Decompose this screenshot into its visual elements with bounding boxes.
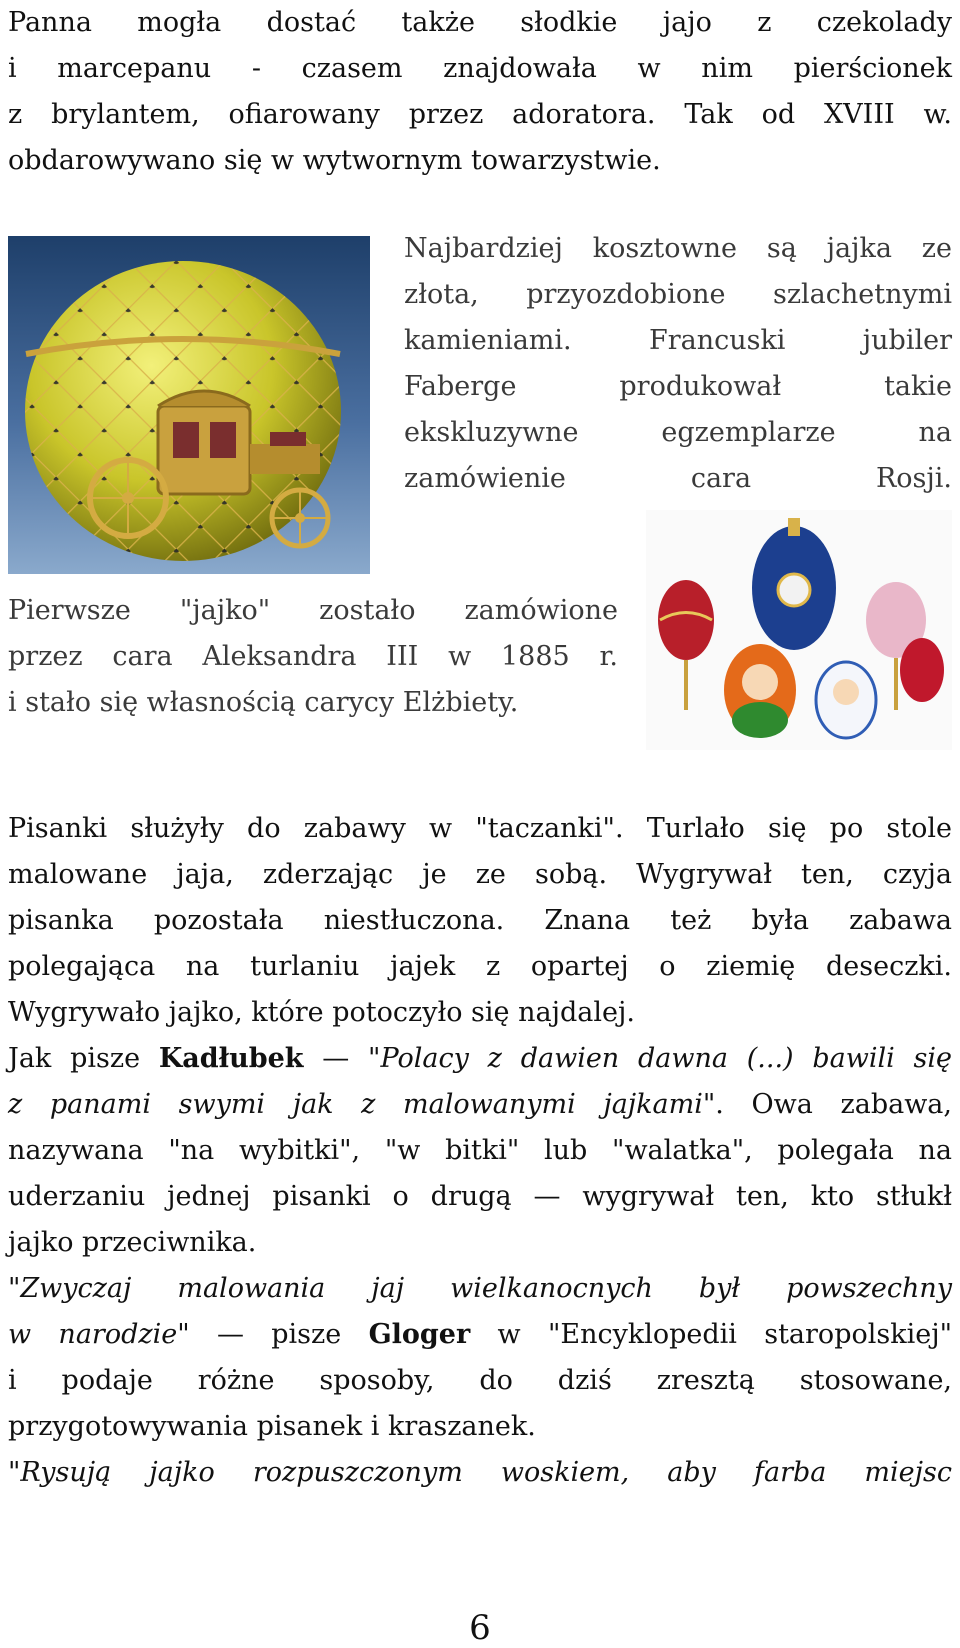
quote-kadlubek-end: z panami swymi jak z malowanymi jajkami" [8, 1089, 716, 1120]
text-line: Wygrywało jajko, które potoczyło się najdalej. [8, 997, 635, 1028]
text-run: Jak pisze [8, 1043, 159, 1074]
text-line: i podaje różne sposoby, do dziś zresztą stosowane, [8, 1365, 952, 1396]
text-line: przygotowywania pisanek i kraszanek. [8, 1411, 536, 1442]
paragraph-first-egg [8, 588, 618, 726]
text-line: i stało się własnością carycy Elżbiety. [8, 687, 519, 718]
faberge-coronation-egg-image [8, 236, 370, 574]
author-name-gloger: Gloger [368, 1319, 471, 1350]
text-line [8, 1082, 952, 1128]
paragraph-egg-games [8, 806, 952, 1496]
text-line: Pierwsze "jajko" zostało zamówione [8, 595, 618, 626]
text-line: polegająca na turlaniu jajek z opartej o ziemię deseczki. [8, 951, 952, 982]
text-line: pisanka pozostała niestłuczona. Znana też była zabawa [8, 905, 952, 936]
text-line-kadlubek [8, 1036, 952, 1082]
text-line: kamieniami. Francuski jubiler [404, 325, 952, 356]
text-line: Pisanki służyły do zabawy w "taczanki". Turlało się po stole [8, 813, 952, 844]
text-line: przez cara Aleksandra III w 1885 r. [8, 641, 618, 672]
eggs-collection-illustration [646, 510, 952, 750]
quote-wax: "Rysują jajko rozpuszczonym woskiem, aby farba miejsc [8, 1457, 952, 1488]
text-line: obdarowywano się w wytwornym towarzystwie. [8, 145, 661, 176]
text-run: . Owa zabawa, [715, 1089, 952, 1120]
paragraph-faberge [404, 226, 952, 502]
text-line: Panna mogła dostać także słodkie jajo z czekolady [8, 7, 952, 38]
text-run: w "Encyklopedii staropolskiej" [470, 1319, 952, 1350]
text-line: z brylantem, ofiarowany przez adoratora. Tak od XVIII w. [8, 99, 952, 130]
text-line: uderzaniu jednej pisanki o drugą — wygrywał ten, kto stłukł [8, 1181, 952, 1212]
quote-gloger-end: w narodzie" [8, 1319, 190, 1350]
quote-gloger: "Zwyczaj malowania jaj wielkanocnych był powszechny [8, 1273, 952, 1304]
text-line: i marcepanu - czasem znajdowała w nim pierścionek [8, 53, 952, 84]
text-line: nazywana "na wybitki", "w bitki" lub "walatka", polegała na [8, 1135, 952, 1166]
text-line-gloger [8, 1312, 952, 1358]
text-line: ekskluzywne egzemplarze na [404, 417, 952, 448]
text-run: — [303, 1043, 369, 1074]
text-line: Faberge produkował takie [404, 371, 952, 402]
quote-kadlubek: "Polacy z dawien dawna (...) bawili się [368, 1043, 952, 1074]
text-line: malowane jaja, zderzając je ze sobą. Wygrywał ten, czyja [8, 859, 952, 890]
paragraph-chocolate-egg [8, 0, 952, 184]
text-line: zamówienie cara Rosji. [404, 463, 952, 494]
faberge-egg-illustration [8, 236, 370, 574]
text-line: jajko przeciwnika. [8, 1227, 257, 1258]
text-line: złota, przyozdobione szlachetnymi [404, 279, 952, 310]
author-name-kadlubek: Kadłubek [158, 1043, 304, 1074]
text-line: Najbardziej kosztowne są jajka ze [404, 233, 952, 264]
page-number: 6 [469, 1608, 491, 1648]
text-run: — pisze [189, 1319, 369, 1350]
decorative-eggs-collection-image [646, 510, 952, 750]
